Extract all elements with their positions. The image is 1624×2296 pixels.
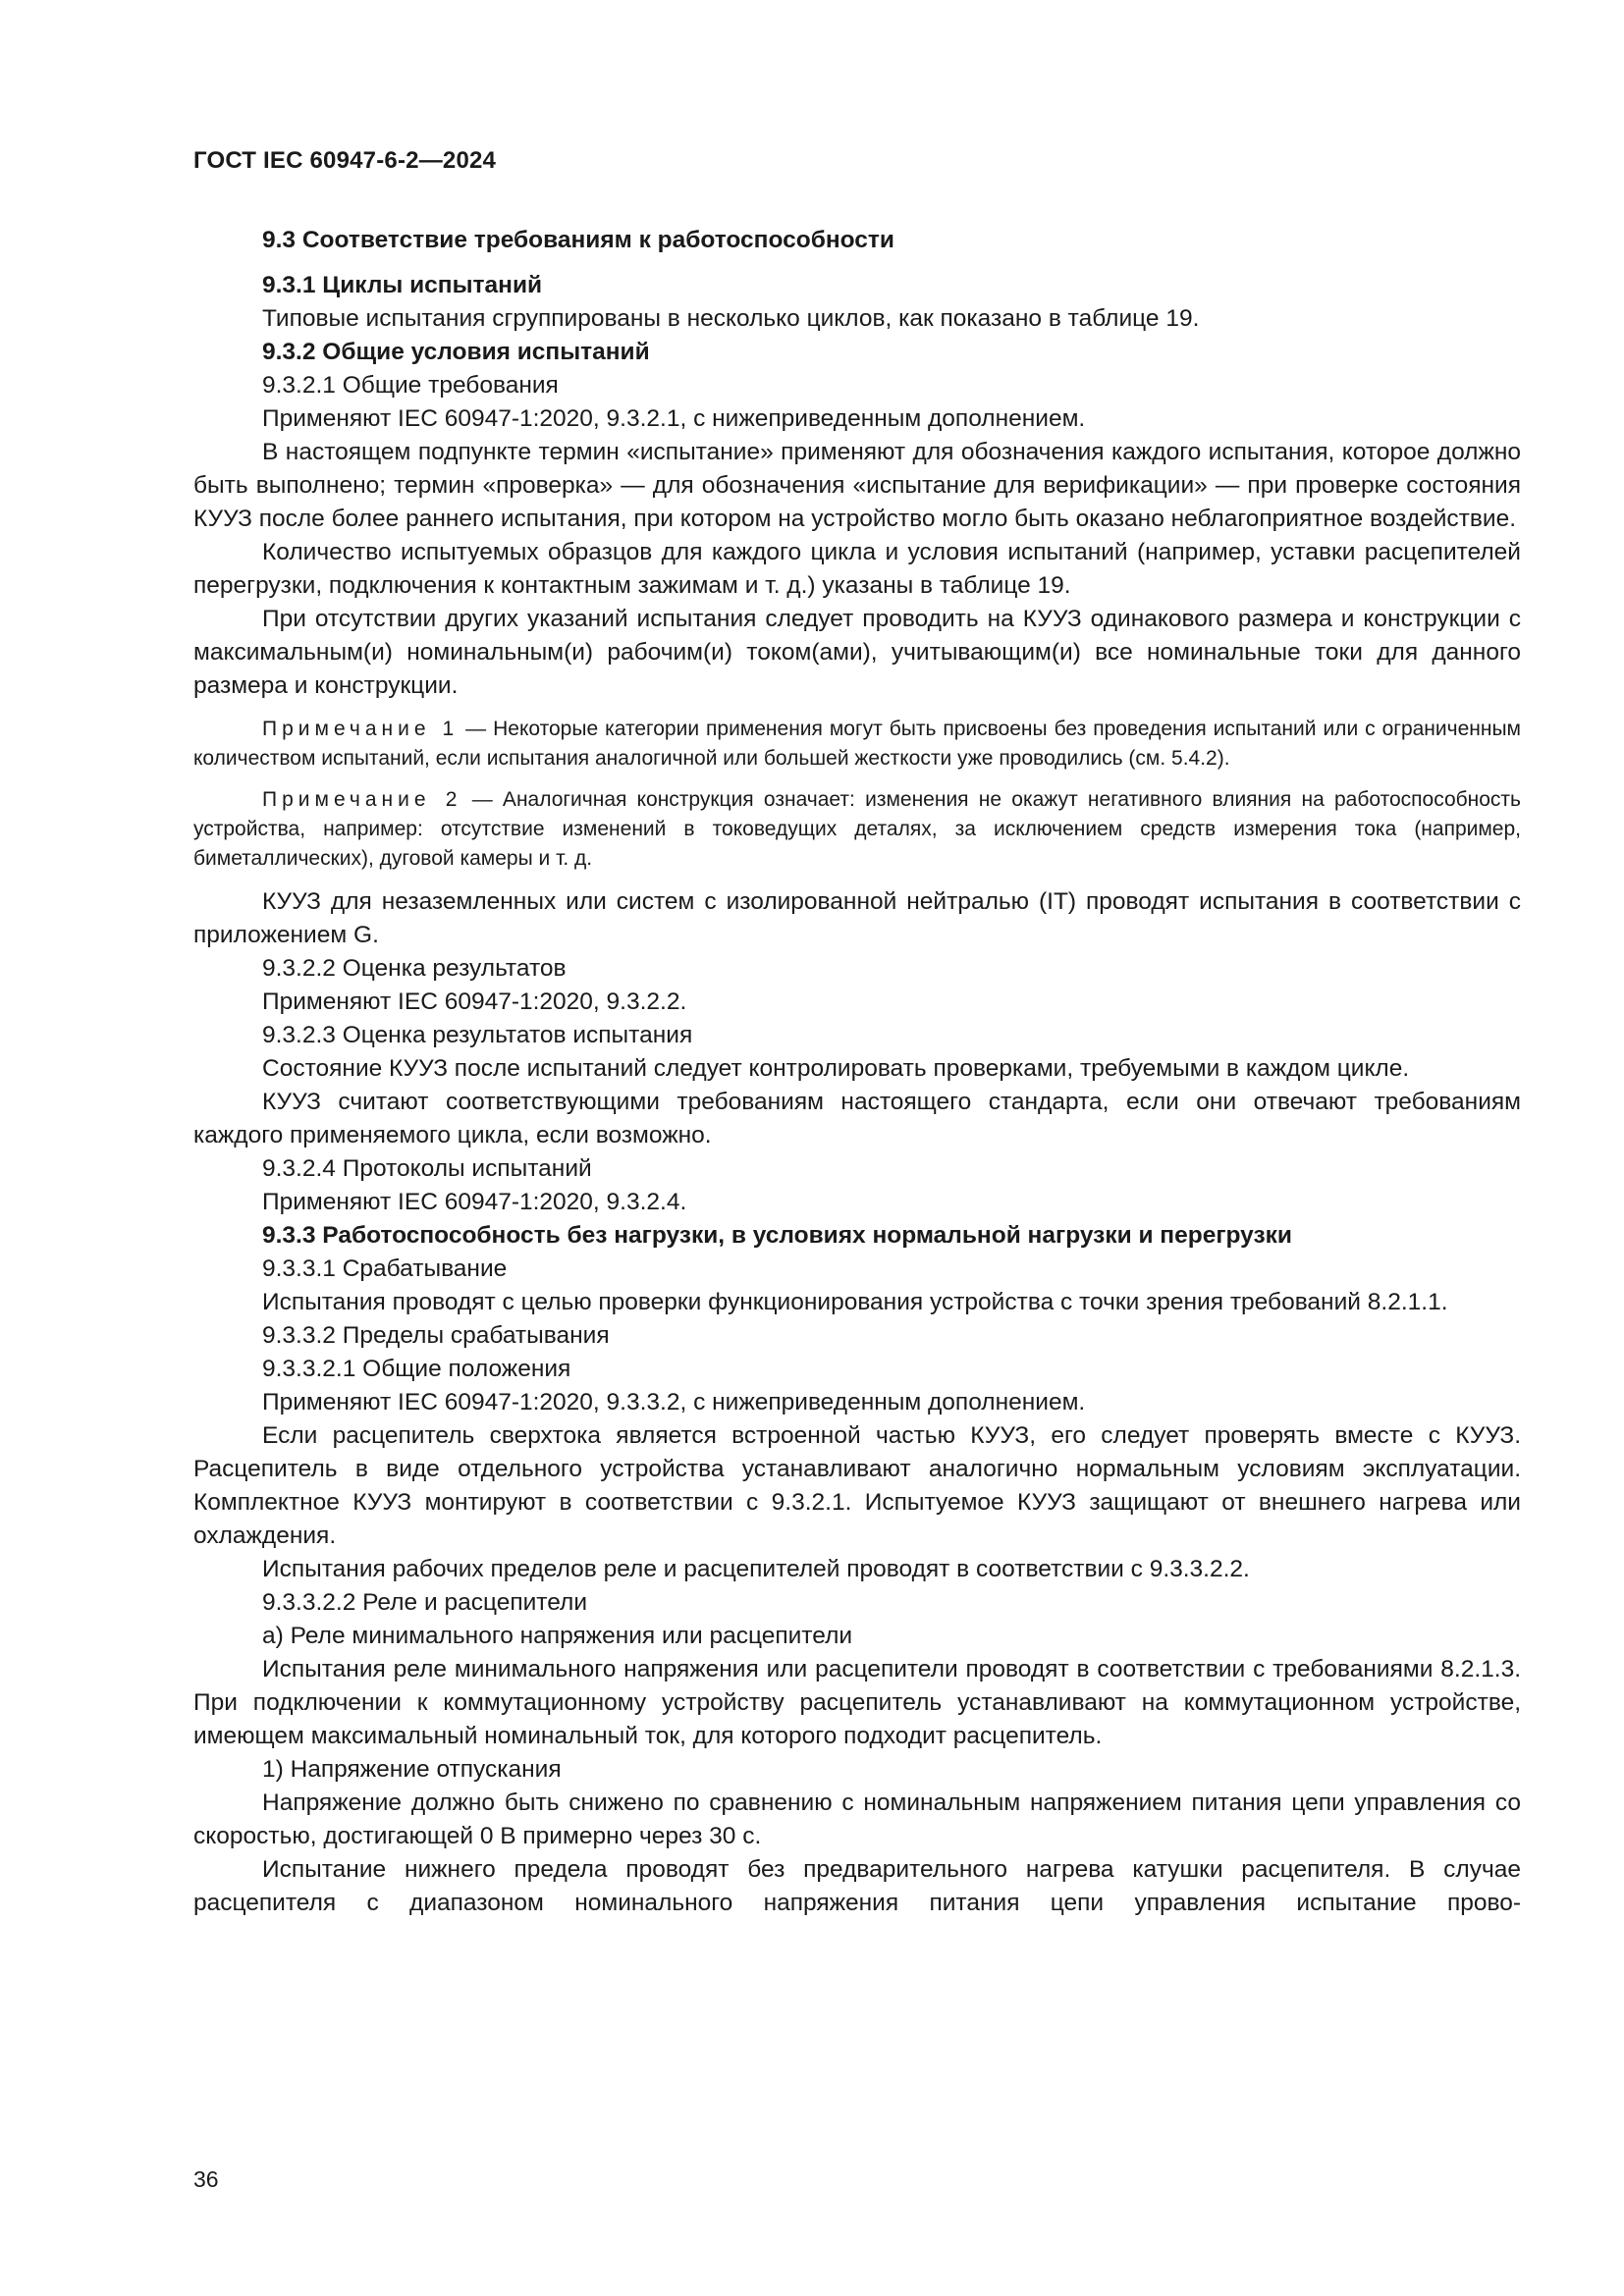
subheading-9-3-2-2: 9.3.2.2 Оценка результатов [262,955,567,982]
paragraph: Количество испытуемых образцов для каждого цикла и условия испытаний (например, уставки расцепителей перегрузки, подключения к контактным зажимам и т. д.) указаны в таблице 19. [193,539,1521,599]
subheading-9-3-2-4: 9.3.2.4 Протоколы испытаний [262,1155,592,1182]
list-item-a: a) Реле минимального напряжения или расцепители [262,1623,853,1649]
paragraph: Испытания проводят с целью проверки функционирования устройства с точки зрения требований 8.2.1.1. [262,1289,1448,1315]
note-1 [193,715,1521,774]
note-1-text: — Некоторые категории применения могут быть присвоены без проведения испытаний или с ограниченным количеством испытаний, если испытания аналогичной или большей жесткости уже проводились (см. 5.4.2). [193,718,1521,770]
paragraph: В настоящем подпункте термин «испытание» применяют для обозначения каждого испытания, которое должно быть выполнено; термин «проверка» — для обозначения «испытание для верификации» — при проверке состояния КУУЗ после более раннего испытания, при котором на устройство могло быть оказано неблагоприятное воздействие. [193,439,1521,532]
paragraph: Применяют IEC 60947-1:2020, 9.3.2.4. [262,1189,687,1215]
document-header: ГОСТ IEC 60947-6-2—2024 [193,147,497,174]
paragraph: Применяют IEC 60947-1:2020, 9.3.2.1, с нижеприведенным дополнением. [262,405,1086,432]
page-number: 36 [193,2166,219,2192]
notes-block [193,715,1521,874]
subheading-9-3-3-2-2: 9.3.3.2.2 Реле и расцепители [262,1589,588,1616]
page-content [193,224,1521,1920]
subheading-9-3-2-3: 9.3.2.3 Оценка результатов испытания [262,1022,693,1048]
paragraph: Состояние КУУЗ после испытаний следует контролировать проверками, требуемыми в каждом цикле. [262,1055,1410,1082]
note-2 [193,785,1521,874]
note-2-label: Примечание 2 [262,788,462,811]
paragraph-continued: Испытание нижнего предела проводят без предварительного нагрева катушки расцепителя. В случае расцепителя с диапазоном номинального напряжения питания цепи управления испытание прово- [193,1856,1521,1916]
heading-9-3: 9.3 Соответствие требованиям к работоспособности [262,227,894,253]
paragraph: Напряжение должно быть снижено по сравнению с номинальным напряжением питания цепи управления со скоростью, достигающей 0 В примерно через 30 с. [193,1789,1521,1849]
note-1-label: Примечание 1 [262,718,460,740]
heading-9-3-2: 9.3.2 Общие условия испытаний [262,339,650,365]
paragraph: Применяют IEC 60947-1:2020, 9.3.3.2, с нижеприведенным дополнением. [262,1389,1086,1415]
subheading-9-3-3-2-1: 9.3.3.2.1 Общие положения [262,1356,571,1382]
list-item-1: 1) Напряжение отпускания [262,1756,562,1783]
heading-9-3-3: 9.3.3 Работоспособность без нагрузки, в условиях нормальной нагрузки и перегрузки [262,1222,1292,1249]
paragraph: Испытания рабочих пределов реле и расцепителей проводят в соответствии с 9.3.3.2.2. [262,1556,1250,1582]
paragraph: КУУЗ для незаземленных или систем с изолированной нейтралью (IT) проводят испытания в соответствии с приложением G. [193,888,1521,948]
paragraph: Типовые испытания сгруппированы в несколько циклов, как показано в таблице 19. [262,305,1200,332]
subheading-9-3-3-2: 9.3.3.2 Пределы срабатывания [262,1322,610,1349]
paragraph: Применяют IEC 60947-1:2020, 9.3.2.2. [262,988,687,1015]
paragraph: Испытания реле минимального напряжения или расцепители проводят в соответствии с требованиями 8.2.1.3. При подключении к коммутационному устройству расцепитель устанавливают на коммутационном устройстве, имеющем максимальный номинальный ток, для которого подходит расцепитель. [193,1656,1521,1749]
paragraph: При отсутствии других указаний испытания следует проводить на КУУЗ одинакового размера и конструкции с максимальным(и) номинальным(и) рабочим(и) током(ами), учитывающим(и) все номинальные токи для данного размера и конструкции. [193,606,1521,699]
note-2-text: — Аналогичная конструкция означает: изменения не окажут негативного влияния на работоспособность устройства, например: отсутствие изменений в токоведущих деталях, за исключением средств измерения тока (например, биметаллических), дуговой камеры и т. д. [193,788,1521,870]
subheading-9-3-3-1: 9.3.3.1 Срабатывание [262,1255,508,1282]
paragraph: Если расцепитель сверхтока является встроенной частью КУУЗ, его следует проверять вместе с КУУЗ. Расцепитель в виде отдельного устройства устанавливают аналогично нормальным условиям эксплуатации. Комплектное КУУЗ монтируют в соответствии с 9.3.2.1. Испытуемое КУУЗ защищают от внешнего нагрева или охлаждения. [193,1422,1521,1549]
subheading-9-3-2-1: 9.3.2.1 Общие требования [262,372,559,399]
paragraph: КУУЗ считают соответствующими требованиям настоящего стандарта, если они отвечают требованиям каждого применяемого цикла, если возможно. [193,1089,1521,1148]
heading-9-3-1: 9.3.1 Циклы испытаний [262,272,543,298]
